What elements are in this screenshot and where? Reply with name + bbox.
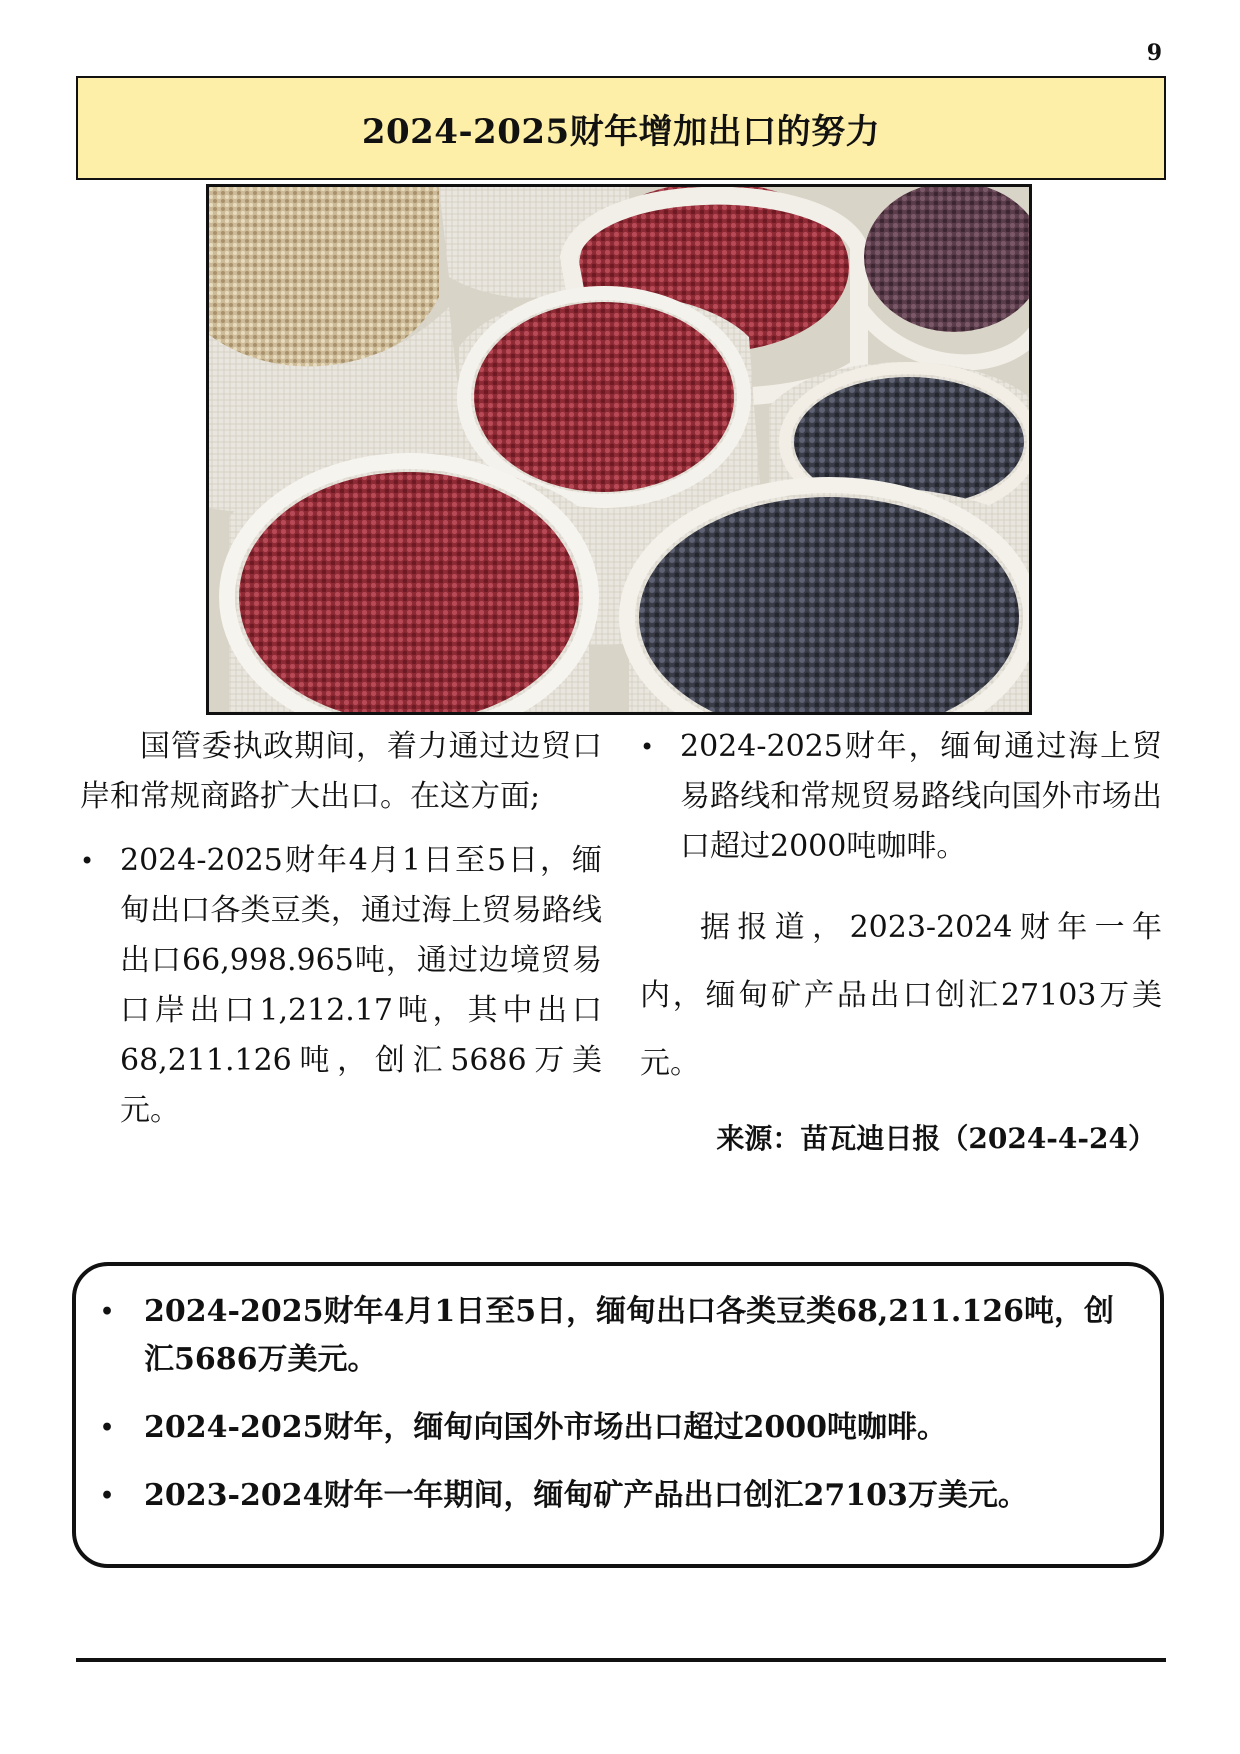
footer-divider	[76, 1658, 1166, 1662]
red-bean-sack-center	[474, 302, 734, 492]
left-column	[80, 722, 602, 1136]
summary-item: • 2023-2024财年一年期间，缅甸矿产品出口创汇27103万美元。	[100, 1472, 1130, 1520]
summary-item: • 2024-2025财年，缅甸向国外市场出口超过2000吨咖啡。	[100, 1404, 1130, 1452]
page-number: 9	[1146, 40, 1162, 66]
summary-box	[72, 1262, 1164, 1568]
intro-paragraph: 国管委执政期间，着力通过边贸口岸和常规商路扩大出口。在这方面;	[80, 729, 602, 814]
red-bean-sack-front	[239, 472, 579, 712]
mining-paragraph: 据报道，2023-2024财年一年内，缅甸矿产品出口创汇27103万美元。	[640, 910, 1162, 1081]
article-title: 2024-2025财年增加出口的努力	[361, 111, 881, 152]
source-citation: 来源：苗瓦迪日报（2024-4-24）	[716, 1122, 1156, 1155]
summary-item: • 2024-2025财年4月1日至5日，缅甸出口各类豆类68,211.126吨，创汇5686万美元。	[100, 1288, 1130, 1384]
summary-list	[100, 1288, 1130, 1520]
article-title-banner	[76, 76, 1166, 180]
right-column	[640, 722, 1162, 1164]
sacks-of-beans-photo	[206, 184, 1032, 715]
list-item: • 2024-2025财年4月1日至5日，缅甸出口各类豆类，通过海上贸易路线出口66,998.965吨，通过边境贸易口岸出口1,212.17吨，其中出口68,211.126吨，创汇5686万美元。	[80, 836, 602, 1136]
right-bullet-list	[640, 722, 1162, 872]
list-item: • 2024-2025财年，缅甸通过海上贸易路线和常规贸易路线向国外市场出口超过2000吨咖啡。	[640, 722, 1162, 872]
left-bullet-list	[80, 836, 602, 1136]
